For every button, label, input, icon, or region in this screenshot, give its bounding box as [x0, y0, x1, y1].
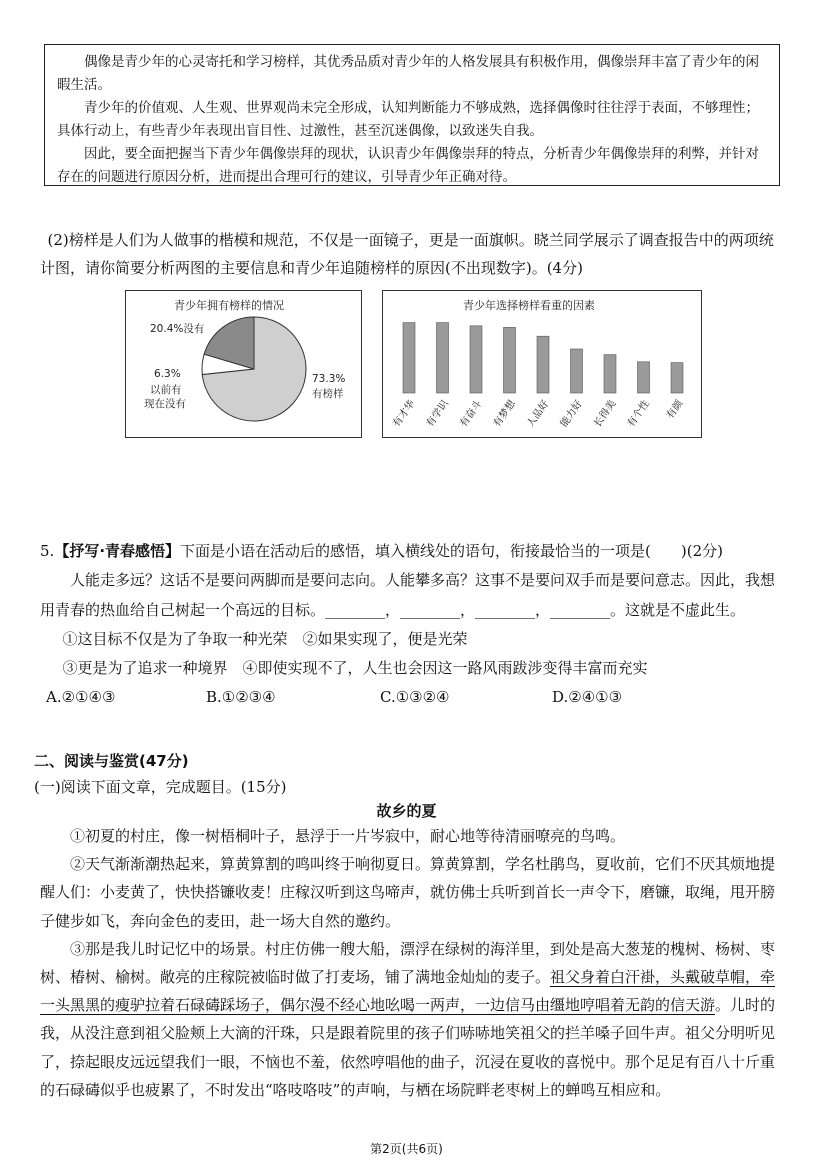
bar-3 [504, 327, 516, 393]
choice-b: B.①②③④ [206, 688, 276, 706]
bar-label-1: 有学识 [424, 398, 451, 430]
bar-6 [604, 355, 616, 393]
material-paragraph-2: 青少年的价值观、人生观、世界观尚未完全形成，认知判断能力不够成熟，选择偶像时往往浮于表面，不够理性；具体行动上，有些青少年表现出盲目性、过激性，甚至沉迷偶像，以致迷失自我。 [57, 100, 759, 139]
choice-a: A.②①④③ [46, 688, 116, 706]
pie-label-has-name: 有榜样 [312, 388, 344, 400]
article-underlined-sentence: 祖父身着白汗褂，头戴破草帽，牵一头黑黑的瘦驴拉着石碌碡踩场子，偶尔漫不经心地吆喝一两声，一边信马由缰地哼唱着无韵的信天游 [40, 968, 776, 1015]
bar-chart-svg [383, 291, 700, 436]
pie-label-none: 20.4%没有 [150, 323, 205, 335]
bar-1 [437, 323, 449, 393]
bar-label-6: 长得美 [592, 398, 619, 430]
pie-chart-svg [126, 291, 360, 436]
material-paragraph-3: 因此，要全面把握当下青少年偶像崇拜的现状，认识青少年偶像崇拜的特点，分析青少年偶像崇拜的利弊，并针对存在的问题进行原因分析，进而提出合理可行的建议，引导青少年正确对待。 [57, 146, 759, 185]
bar-label-4: 人品好 [525, 398, 552, 430]
bar-chart-title: 青少年选择榜样看重的因素 [463, 299, 595, 312]
question-5-options [40, 625, 785, 683]
question-2-text: (2)榜样是人们为人做事的楷模和规范，不仅是一面镜子，更是一面旗帜。晓兰同学展示了调查报告中的两项统计图，请你简要分析两图的主要信息和青少年追随榜样的原因(不出现数字)。(4分) [40, 231, 774, 277]
article-paragraph-1: ①初夏的村庄，像一树梧桐叶子，悬浮于一片岑寂中，耐心地等待清丽嘹亮的鸟鸣。 [70, 827, 626, 845]
bar-7 [638, 362, 650, 393]
question-5-stem: 下面是小语在活动后的感悟，填入横线处的语句，衔接最恰当的一项是( )(2分) [180, 542, 723, 560]
bar-5 [571, 349, 583, 393]
article-paragraph-3 [40, 935, 785, 1104]
bar-8 [671, 363, 683, 393]
pie-label-former-name2: 现在没有 [144, 398, 186, 410]
bar-label-2: 有奋斗 [458, 398, 485, 430]
question-2 [40, 226, 785, 282]
section-2 [34, 748, 779, 800]
bar-label-5: 能力好 [558, 398, 585, 430]
bar-chart [382, 290, 702, 438]
pie-chart-title: 青少年拥有榜样的情况 [174, 299, 284, 312]
question-5-option-line-1: ①这目标不仅是为了争取一种光荣 ②如果实现了，便是光荣 [62, 630, 468, 648]
bar-4 [537, 336, 549, 393]
choice-d: D.②④①③ [552, 688, 623, 706]
pie-label-former-name1: 以前有 [150, 384, 182, 396]
section-2-heading: 二、阅读与鉴赏(47分) [34, 752, 189, 770]
bar-0 [403, 323, 415, 393]
question-5-choices [40, 683, 785, 713]
page-footer: 第2页(共6页) [370, 1142, 443, 1156]
pie-label-has-pct: 73.3% [312, 373, 346, 385]
bar-2 [470, 326, 482, 393]
bar-label-0: 有才华 [391, 398, 418, 430]
bar-label-3: 有梦想 [491, 398, 518, 430]
section-2-subheading: (一)阅读下面文章，完成题目。(15分) [34, 778, 287, 796]
choice-c: C.①③②④ [380, 688, 450, 706]
question-5-option-line-2: ③更是为了追求一种境界 ④即使实现不了，人生也会因这一路风雨跋涉变得丰富而充实 [62, 659, 648, 677]
bar-label-7: 有个性 [625, 398, 652, 430]
question-5-passage: 人能走多远？这话不是要问两脚而是要问志向。人能攀多高？这事不是要问双手而是要问意志。因此，我想用青春的热血给自己树起一个高远的目标。________，________，________，________。这就是不虚此生。 [40, 571, 776, 619]
question-5 [40, 537, 785, 713]
pie-chart [125, 290, 362, 438]
question-5-tag: 【抒写·青春感悟】 [54, 542, 181, 560]
article-paragraph-3c: 。儿时的我，从没注意到祖父脸颊上大滴的汗珠，只是跟着院里的孩子们哧哧地笑祖父的拦羊嗓子回牛声。祖父分明听见了，捺起眼皮远远望我们一眼，不恼也不羞，依然哼唱他的曲子，沉浸在夏收的喜悦中。那个足足有百八十斤重的石碌碡似乎也疲累了，不时发出“咯吱咯吱”的声响，与栖在场院畔老枣树上的蝉鸣互相应和。 [40, 996, 776, 1099]
question-5-number: 5. [40, 542, 55, 560]
article-paragraph-3a: ③那是我儿时记忆中的场景。村庄仿佛一艘大船，漂浮在绿树的海洋里，到处是高大葱茏的槐树、杨树、枣树、椿树、榆树。敞亮的庄稼院被临时做了打麦场，铺了满地金灿灿的麦子。 [40, 939, 776, 987]
material-box [44, 44, 780, 186]
pie-label-former-pct: 6.3% [154, 368, 181, 380]
article-body [40, 822, 785, 1104]
material-paragraph-1: 偶像是青少年的心灵寄托和学习榜样，其优秀品质对青少年的人格发展具有积极作用，偶像崇拜丰富了青少年的闲暇生活。 [57, 54, 759, 93]
article-title: 故乡的夏 [376, 802, 437, 820]
article-paragraph-2: ②天气渐渐潮热起来，算黄算割的鸣叫终于响彻夏日。算黄算割，学名杜鹃鸟，夏收前，它们不厌其烦地提醒人们：小麦黄了，快快搭镰收麦！庄稼汉听到这鸟啼声，就仿佛士兵听到首长一声令下，磨镰，取绳，甩开膀子健步如飞，奔向金色的麦田，赴一场大自然的邀约。 [40, 855, 776, 930]
bar-label-8: 有颜 [664, 398, 686, 422]
question-5-stem-line [40, 537, 785, 565]
